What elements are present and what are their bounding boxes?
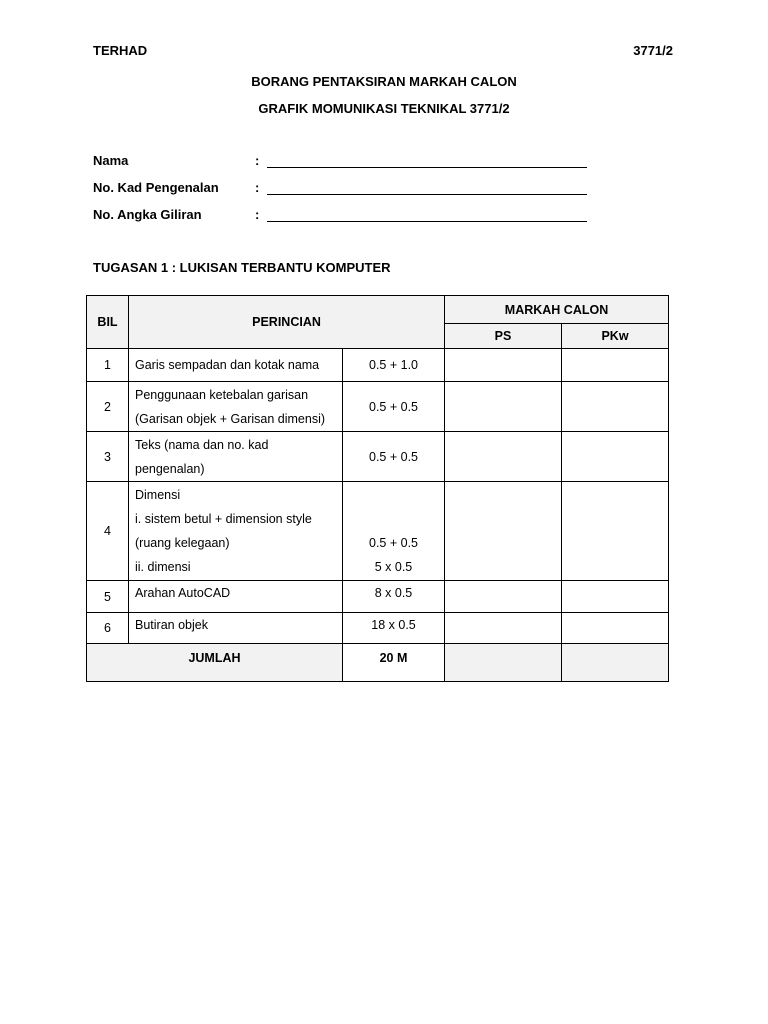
row-perincian — [129, 581, 343, 613]
cell-pkw[interactable] — [562, 581, 669, 613]
cell-ps[interactable] — [445, 349, 562, 382]
table-row — [87, 349, 669, 382]
row-perincian — [129, 482, 343, 581]
row-marks: 18 x 0.5 — [343, 613, 445, 644]
field-label: Nama — [93, 153, 129, 168]
field-kad-pengenalan[interactable] — [93, 180, 613, 198]
table-row — [87, 382, 669, 432]
row-text-line: Butiran objek — [135, 618, 208, 632]
field-blank-line[interactable] — [267, 194, 587, 195]
header-code: 3771/2 — [633, 43, 673, 58]
row-marks: 0.5 + 0.5 — [343, 432, 445, 482]
field-label: No. Kad Pengenalan — [93, 180, 219, 195]
cell-pkw[interactable] — [562, 482, 669, 581]
cell-pkw[interactable] — [562, 432, 669, 482]
cell-pkw[interactable] — [562, 613, 669, 644]
task-title: TUGASAN 1 : LUKISAN TERBANTU KOMPUTER — [93, 260, 391, 275]
field-nama[interactable] — [93, 153, 613, 171]
field-blank-line[interactable] — [267, 221, 587, 222]
header-ps: PS — [445, 324, 562, 349]
row-text-line: ii. dimensi — [135, 560, 191, 574]
row-marks: 8 x 0.5 — [343, 581, 445, 613]
row-bil: 5 — [87, 581, 129, 613]
row-text-line: Penggunaan ketebalan garisan — [135, 387, 309, 402]
header-perincian: PERINCIAN — [129, 296, 445, 349]
field-colon: : — [255, 207, 260, 222]
field-colon: : — [255, 153, 260, 168]
row-marks: 0.5 + 1.0 — [343, 349, 445, 382]
footer-total: 20 M — [343, 644, 445, 682]
row-bil: 6 — [87, 613, 129, 644]
header-bil: BIL — [87, 296, 129, 349]
form-title: BORANG PENTAKSIRAN MARKAH CALON — [251, 74, 517, 89]
header-classification: TERHAD — [93, 43, 148, 58]
row-text-line: Teks (nama dan no. kad — [135, 437, 269, 452]
row-text-line: Garis sempadan dan kotak nama — [135, 358, 320, 372]
row-text-line: i. sistem betul + dimension style — [135, 512, 312, 526]
row-perincian — [129, 349, 343, 382]
cell-ps[interactable] — [445, 482, 562, 581]
field-colon: : — [255, 180, 260, 195]
table-row — [87, 581, 669, 613]
field-label: No. Angka Giliran — [93, 207, 202, 222]
row-marks: 0.5 + 0.5 — [343, 382, 445, 432]
table-row — [87, 613, 669, 644]
field-blank-line[interactable] — [267, 167, 587, 168]
row-bil: 3 — [87, 432, 129, 482]
row-text-line: (Garisan objek + Garisan dimensi) — [135, 411, 326, 426]
row-marks-line: 0.5 + 0.5 — [369, 536, 418, 550]
cell-pkw[interactable] — [562, 382, 669, 432]
row-text-line: (ruang kelegaan) — [135, 536, 230, 550]
header-pkw: PKw — [562, 324, 669, 349]
row-marks — [343, 482, 445, 581]
row-text-line: pengenalan) — [135, 461, 205, 476]
cell-ps-total[interactable] — [445, 644, 562, 682]
row-bil: 2 — [87, 382, 129, 432]
cell-ps[interactable] — [445, 581, 562, 613]
row-text-line: Arahan AutoCAD — [135, 586, 231, 600]
cell-pkw-total[interactable] — [562, 644, 669, 682]
table-row — [87, 432, 669, 482]
table-footer-row — [87, 644, 669, 682]
row-marks-line: 5 x 0.5 — [374, 560, 413, 574]
field-angka-giliran[interactable] — [93, 207, 613, 225]
cell-ps[interactable] — [445, 382, 562, 432]
row-perincian — [129, 382, 343, 432]
cell-ps[interactable] — [445, 432, 562, 482]
marks-table — [86, 295, 669, 682]
cell-ps[interactable] — [445, 613, 562, 644]
form-subtitle: GRAFIK MOMUNIKASI TEKNIKAL 3771/2 — [258, 101, 510, 116]
cell-pkw[interactable] — [562, 349, 669, 382]
table-row — [87, 482, 669, 581]
row-perincian — [129, 432, 343, 482]
header-markah-calon: MARKAH CALON — [445, 296, 669, 324]
row-perincian — [129, 613, 343, 644]
row-text-line: Dimensi — [135, 488, 181, 502]
row-bil: 4 — [87, 482, 129, 581]
row-bil: 1 — [87, 349, 129, 382]
footer-jumlah-label: JUMLAH — [87, 644, 343, 682]
